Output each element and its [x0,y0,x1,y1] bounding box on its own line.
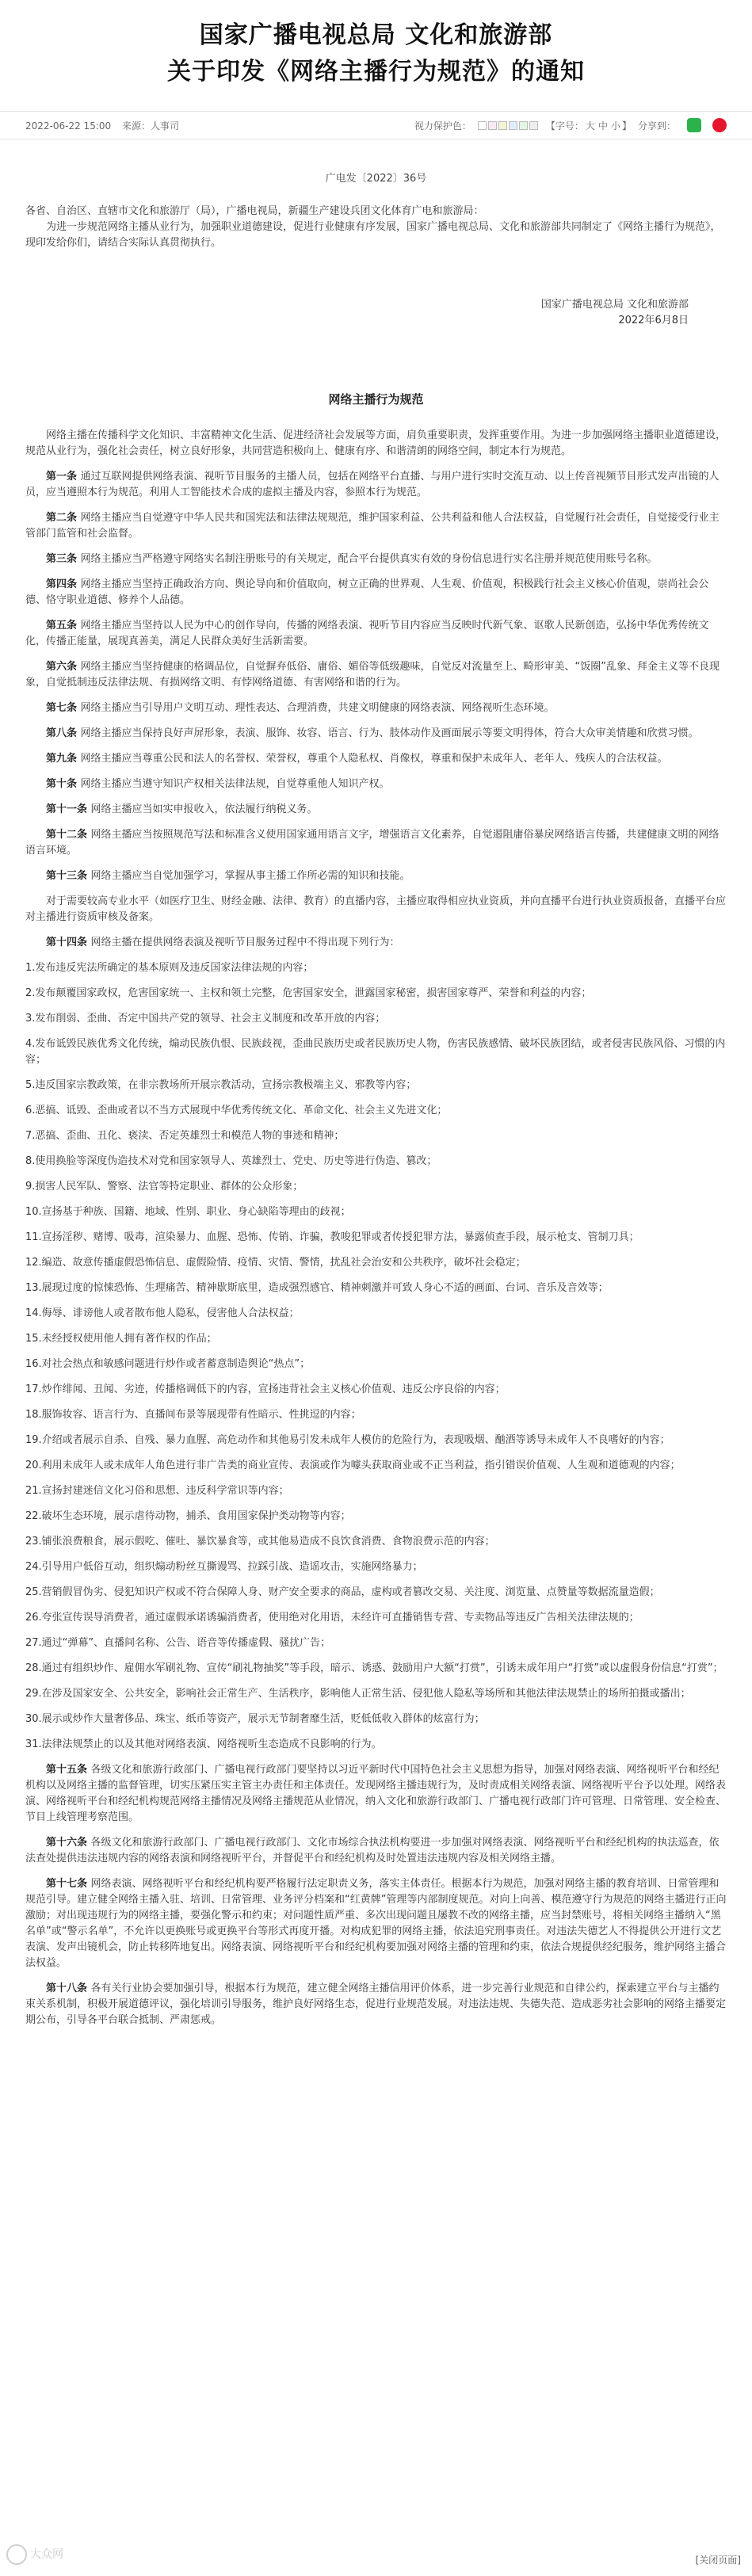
color-swatches [478,120,540,131]
list-item [25,1559,727,1575]
font-size-control [546,119,632,132]
article-text: 网络主播应当坚持以人民为中心的创作导向，传播的网络表演、视听节目内容应当反映时代新气象、讴歌人民新创造，弘扬中华优秀传统文化，传播正能量，展现真善美，满足人民群众美好生活新需要。 [25,620,709,647]
article-paragraph [25,510,727,542]
list-item [25,1011,727,1027]
article-number: 第三条 [46,553,81,565]
list-item [25,1585,727,1601]
article-text: 25.营销假冒伪劣、侵犯知识产权或不符合保障人身、财产安全要求的商品，虚构或者篡改交易、关注度、浏览量、点赞量等数据流量造假； [25,1586,660,1598]
article-text: 24.引导用户低俗互动，组织煽动粉丝互撕谩骂、拉踩引战、造谣攻击，实施网络暴力； [25,1561,423,1573]
article-number: 第十七条 [46,1878,91,1890]
article-text: 网络主播应当自觉遵守中华人民共和国宪法和法律法规规范，维护国家利益、公共利益和他人合法权益，自觉履行社会责任，自觉接受行业主管部门监管和社会监督。 [25,512,720,540]
article-text: 12.编造、故意传播虚假恐怖信息、虚假险情、疫情、灾情、警情，扰乱社会治安和公共秩序，破坏社会稳定； [25,1257,526,1269]
meta-info [25,119,187,132]
color-swatch-5[interactable] [519,121,528,130]
article-paragraph [25,935,727,951]
article-text: 29.在涉及国家安全、公共安全，影响社会正常生产、生活秩序，影响他人正常生活、侵犯他人隐私等场所和其他法律法规禁止的场所拍摄或播出； [25,1688,691,1700]
article-text: 11.宣扬淫秽、赌博、吸毒，渲染暴力、血腥、恐怖、传销、诈骗，教唆犯罪或者传授犯罪方法，暴露侦查手段，展示枪支、管制刀具； [25,1231,639,1243]
article-number: 第五条 [46,620,81,632]
article-text: 各有关行业协会要加强引导，根据本行为规范，建立健全网络主播信用评价体系，进一步完善行业规范和自律公约，探索建立平台与主播约束关系机制，积极开展道德评议，强化培训引导服务，维护良好网络生态，促进行业规范发展。对违法违规、失德失范、造成恶劣社会影响的网络主播要定期公布，引导各平台联合抵制、严肃惩戒。 [25,1983,727,2026]
article-text: 13.展现过度的惊悚恐怖、生理痛苦、精神歇斯底里，造成强烈感官、精神刺激并可致人身心不适的画面、台词、音乐及音效等； [25,1282,609,1294]
close-page-link[interactable]: [关闭页面] [695,2555,741,2566]
watermark-text: 大众网 [30,2548,63,2561]
list-item [25,1154,727,1170]
watermark-logo [6,2544,63,2565]
article-paragraph [25,659,727,691]
article-paragraph [25,751,727,767]
meta-bar [0,111,752,139]
article-number: 第六条 [46,661,81,673]
article-text: 通过互联网提供网络表演、视听节目服务的主播人员，包括在网络平台直播、与用户进行实时交流互动、以上传音视频节目形式发声出镜的人员，应当遵照本行为规范。利用人工智能技术合成的虚拟主播及内容，参照本行为规范。 [25,471,720,498]
list-item [25,1078,727,1093]
article-number: 第十四条 [46,937,91,948]
list-item [25,1509,727,1525]
article-paragraph [25,1835,727,1867]
article-text: 9.损害人民军队、警察、法官等特定职业、群体的公众形象； [25,1181,303,1193]
article-text: 网络主播应当遵守知识产权相关法律法规，自觉尊重他人知识产权。 [80,778,390,790]
page-title-line-2: 关于印发《网络主播行为规范》的通知 [167,58,585,86]
list-item [25,1204,727,1220]
watermark-icon [6,2544,27,2565]
article-text: 网络主播应当引导用户文明互动、理性表达、合理消费，共建文明健康的网络表演、网络视听生态环境。 [80,702,555,714]
article-text: 21.宣扬封建迷信文化习俗和思想、违反科学常识等内容； [25,1485,289,1497]
article-text: 27.通过“弹幕”、直播间名称、公告、语音等传播虚假、骚扰广告； [25,1637,331,1649]
article-paragraph [25,1981,727,2028]
article-text: 23.铺张浪费粮食，展示假吃、催吐、暴饮暴食等，或其他易造成不良饮食消费、食物浪费示范的内容； [25,1536,495,1548]
article-text: 3.发布削弱、歪曲、否定中国共产党的领导、社会主义制度和改革开放的内容； [25,1013,386,1025]
article-text: 20.利用未成年人或未成年人角色进行非广告类的商业宣传、表演或作为噱头获取商业或不正当利益，指引错误价值观、人生观和道德观的内容； [25,1460,681,1471]
article-paragraph [25,868,727,884]
list-item [25,1483,727,1499]
regulation-body [0,428,752,2028]
article-number: 第一条 [46,471,81,483]
list-item [25,1534,727,1550]
article-paragraph [25,1876,727,1971]
article-text: 10.宣扬基于种族、国籍、地域、性别、职业、身心缺陷等理由的歧视； [25,1206,351,1218]
font-size-medium[interactable]: 中 [597,120,608,132]
source-label: 来源：人事司 [121,120,179,132]
article-text: 15.未经授权使用他人拥有著作权的作品； [25,1333,217,1345]
notice-intro [0,204,752,251]
list-item [25,986,727,1002]
list-item [25,1407,727,1423]
article-text: 18.服饰妆容、语言行为、直播间布景等展现带有性暗示、性挑逗的内容； [25,1409,361,1421]
article-text: 网络主播应当严格遵守网络实名制注册账号的有关规定，配合平台提供真实有效的身份信息进行实名注册并规范使用账号名称。 [80,553,658,565]
list-item [25,1306,727,1322]
article-text: 网络主播应当保持良好声屏形象，表演、服饰、妆容、语言、行为、肢体动作及画面展示等要文明得体，符合大众审美情趣和欣赏习惯。 [80,727,699,739]
article-paragraph [25,577,727,609]
article-number: 第八条 [46,727,81,739]
color-swatch-3[interactable] [498,121,507,130]
article-text: 5.违反国家宗教政策，在非宗教场所开展宗教活动，宣扬宗教极端主义、邪教等内容； [25,1079,417,1091]
list-item [25,1661,727,1677]
article-paragraph [25,551,727,567]
article-paragraph [25,1762,727,1826]
article-text: 4.发布诋毁民族优秀文化传统，煽动民族仇恨、民族歧视，歪曲民族历史或者民族历史人物，伤害民族感情、破坏民族团结，或者侵害民族风俗、习惯的内容； [25,1038,726,1066]
notice-body: 为进一步规范网络主播从业行为，加强职业道德建设，促进行业健康有序发展，国家广播电视总局、文化和旅游部共同制定了《网络主播行为规范》，现印发给你们，请结合实际认真贯彻执行。 [25,221,721,249]
list-item [25,1458,727,1474]
publish-datetime: 2022-06-22 15:00 [25,120,112,132]
article-text: 网络主播应当如实申报收入，依法履行纳税义务。 [90,803,318,815]
signature-date: 2022年6月8日 [618,315,689,326]
article-text: 网络主播应当坚持健康的格调品位，自觉摒弃低俗、庸俗、媚俗等低级趣味，自觉反对流量至上、畸形审美、“饭圈”乱象、拜金主义等不良现象，自觉抵制违反法律法规、有损网络文明、有悖网络道德、有害网络和谐的行为。 [25,661,720,689]
article-text: 17.炒作绯闻、丑闻、劣迹，传播格调低下的内容，宣扬违背社会主义核心价值观、违反公序良俗的内容； [25,1383,506,1395]
font-size-small[interactable]: 小 [610,120,620,132]
list-item [25,1331,727,1347]
list-item [25,1737,727,1753]
color-swatch-6[interactable] [529,121,538,130]
article-text: 网络主播应当尊重公民和法人的名誉权、荣誉权，尊重个人隐私权、肖像权，尊重和保护未成年人、老年人、残疾人的合法权益。 [80,753,668,765]
article-text: 网络主播在传播科学文化知识、丰富精神文化生活、促进经济社会发展等方面，肩负重要职责，发挥重要作用。为进一步加强网络主播职业道德建设，规范从业行为，强化社会责任，树立良好形象，共同营造积极向上、健康有序、和谐清朗的网络空间，制定本行为规范。 [25,429,727,457]
article-number: 第十三条 [46,870,91,882]
list-item [25,1255,727,1271]
list-item [25,1128,727,1144]
color-swatch-4[interactable] [509,121,517,130]
article-number: 第十八条 [46,1983,91,1994]
article-number: 第二条 [46,512,81,524]
article-number: 第十五条 [46,1764,91,1776]
article-number: 第四条 [46,578,81,590]
signature-block [0,297,752,329]
article-text: 19.介绍或者展示自杀、自残、暴力血腥、高危动作和其他易引发未成年人模仿的危险行为，表现吸烟、酗酒等诱导未成年人不良嗜好的内容； [25,1434,670,1446]
article-text: 2.发布颠覆国家政权，危害国家统一、主权和领土完整，危害国家安全，泄露国家秘密，损害国家尊严、荣誉和利益的内容； [25,987,592,999]
article-paragraph [25,802,727,818]
article-text: 31.法律法规禁止的以及其他对网络表演、网络视听生态造成不良影响的行为。 [25,1738,382,1750]
article-number: 第十条 [46,778,81,790]
list-item [25,1712,727,1727]
article-number: 第十一条 [46,803,91,815]
regulation-title: 网络主播行为规范 [328,392,424,406]
article-text: 22.破坏生态环境，展示虐待动物，捕杀、食用国家保护类动物等内容； [25,1510,351,1522]
article-paragraph [25,618,727,650]
article-text: 26.夸张宣传误导消费者，通过虚假承诺诱骗消费者，使用绝对化用语，未经许可直播销售专营、专卖物品等违反广告相关法律法规的； [25,1612,639,1624]
article-text: 1.发布违反宪法所确定的基本原则及违反国家法律法规的内容； [25,962,314,974]
article-paragraph [25,700,727,716]
notice-recipients: 各省、自治区、直辖市文化和旅游厅（局），广播电视局，新疆生产建设兵团文化体育广电和旅游局： [25,205,484,217]
article-text: 30.展示或炒作大量奢侈品、珠宝、纸币等资产，展示无节制奢靡生活，贬低低收入群体的炫富行为； [25,1713,485,1725]
list-item [25,1036,727,1068]
article-paragraph [25,827,727,859]
weibo-share-icon[interactable] [712,118,727,132]
article-number: 第七条 [46,702,81,714]
color-swatch-1[interactable] [478,121,487,130]
article-number: 第九条 [46,753,81,765]
article-text: 各级文化和旅游行政部门、广播电视行政部门、文化市场综合执法机构要进一步加强对网络表演、网络视听平台和经纪机构的执法巡查，依法查处提供违法违规内容的网络表演和网络视听平台，并督促平台和经纪机构及时处置违法违规内容及相关网络主播。 [25,1837,720,1864]
article-text: 28.通过有组织炒作、雇佣水军刷礼物、宣传“刷礼物抽奖”等手段，暗示、诱惑、鼓励用户大额“打赏”，引诱未成年用户“打赏”或以虚假身份信息“打赏”； [25,1662,723,1674]
font-size-suffix: 】 [621,120,632,132]
list-item [25,1357,727,1372]
header [0,0,752,111]
article-text: 7.恶搞、歪曲、丑化、亵渎、否定英雄烈士和模范人物的事迹和精神； [25,1130,345,1142]
font-size-large[interactable]: 大 [585,120,595,132]
document-number: 广电发〔2022〕36号 [325,173,427,185]
article-text: 网络主播应当自觉加强学习，掌握从事主播工作所必需的知识和技能。 [90,870,410,882]
list-item [25,1230,727,1246]
article-text: 6.恶搞、诋毁、歪曲或者以不当方式展现中华优秀传统文化、革命文化、社会主义先进文化； [25,1105,448,1116]
article-paragraph [25,777,727,792]
article-number: 第十二条 [46,829,91,841]
list-item [25,1382,727,1398]
article-text: 8.使用换脸等深度伪造技术对党和国家领导人、英雄烈士、党史、历史等进行伪造、篡改； [25,1155,437,1167]
font-size-prefix: 【字号： [545,120,584,132]
article-text: 网络主播应当按照规范写法和标准含义使用国家通用语言文字，增强语言文化素养，自觉遏阻庸俗暴戾网络语言传播，共建健康文明的网络语言环境。 [25,829,720,857]
vision-protection-label: 视力保护色： [414,120,471,132]
list-item [25,1635,727,1651]
article-text: 网络表演、网络视听平台和经纪机构要严格履行法定职责义务，落实主体责任。根据本行为规范，加强对网络主播的教育培训、日常管理和规范引导。建立健全网络主播入驻、培训、日常管理、业务评分档案和“红黄牌”管理等内部制度规范。对向上向善、模范遵守行为规范的网络主播进行正向激励；对出现违规行为的网络主播，要强化警示和约束；对问题性质严重、多次出现问题且屡教不改的网络主播，应当封禁账号，将相关网络主播纳入“黑名单”或“警示名单”，不允许以更换账号或更换平台等形式再度开播。对构成犯罪的网络主播，依法追究刑事责任。对违法失德艺人不得提供公开进行文艺表演、发声出镜机会，防止转移阵地复出。网络表演、网络视听平台和经纪机构要加强对网络主播的管理和约束，依法合规提供经纪服务，维护网络主播合法权益。 [25,1878,727,1969]
article-paragraph [25,726,727,742]
share-label: 分享到： [637,120,676,132]
article-paragraph [25,469,727,501]
list-item [25,1686,727,1702]
list-item [25,1103,727,1119]
article-text: 14.侮辱、诽谤他人或者散布他人隐私，侵害他人合法权益； [25,1307,300,1319]
article-paragraph [25,428,727,460]
list-item [25,960,727,976]
page-title-line-1: 国家广播电视总局 文化和旅游部 [199,21,553,49]
meta-tools [414,118,727,132]
article-paragraph [25,894,727,925]
list-item [25,1179,727,1195]
list-item [25,1610,727,1626]
article-text: 对于需要较高专业水平（如医疗卫生、财经金融、法律、教育）的直播内容，主播应取得相应执业资质，并向直播平台进行执业资质报备，直播平台应对主播进行资质审核及备案。 [25,895,727,923]
article-text: 各级文化和旅游行政部门、广播电视行政部门要坚持以习近平新时代中国特色社会主义思想为指导，加强对网络表演、网络视听平台和经纪机构以及网络主播的监督管理，切实压紧压实主管主办责任和主体责任。发现网络主播违规行为，及时责成相关网络表演、网络视听平台予以处理。网络表演、网络视听平台和经纪机构规范网络主播情况及网络主播规范从业情况，纳入文化和旅游行政部门、广播电视行政部门许可管理、日常管理、安全检查、节目上线管理考察范围。 [25,1764,727,1823]
signature-orgs: 国家广播电视总局 文化和旅游部 [540,299,689,311]
color-swatch-2[interactable] [488,121,497,130]
article-number: 第十六条 [46,1837,91,1849]
article-text: 16.对社会热点和敏感问题进行炒作或者蓄意制造舆论“热点”； [25,1358,311,1370]
wechat-share-icon[interactable] [687,118,701,132]
article-text: 网络主播在提供网络表演及视听节目服务过程中不得出现下列行为： [90,937,400,948]
list-item [25,1433,727,1448]
list-item [25,1280,727,1296]
article-text: 网络主播应当坚持正确政治方向、舆论导向和价值取向，树立正确的世界观、人生观、价值观，积极践行社会主义核心价值观，崇尚社会公德、恪守职业道德、修养个人品德。 [25,578,709,606]
